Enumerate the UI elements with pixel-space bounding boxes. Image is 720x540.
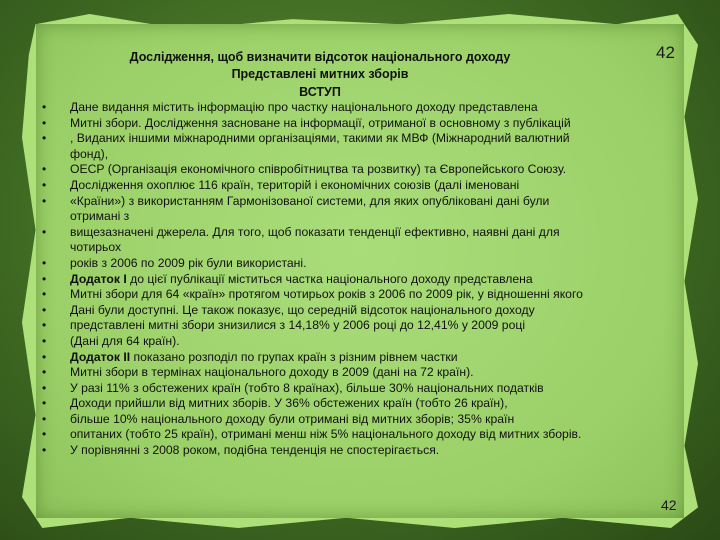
body-line bbox=[42, 318, 670, 334]
body-line bbox=[42, 427, 670, 443]
line-text: Дане видання містить інформацію про частку національного доходу представлена bbox=[70, 100, 538, 114]
body-line bbox=[42, 193, 670, 210]
bullet-dot: • bbox=[42, 411, 47, 426]
bullet-dot: • bbox=[42, 115, 47, 130]
bullet-dot: • bbox=[42, 224, 47, 239]
body-line bbox=[42, 271, 670, 288]
body-line bbox=[42, 443, 670, 459]
body-line bbox=[70, 240, 670, 256]
line-text: Митні збори для 64 «країн» протягом чотирьох років з 2006 по 2009 рік, у відношенні якого bbox=[70, 287, 583, 302]
bullet-dot: • bbox=[42, 302, 47, 317]
body-line bbox=[42, 255, 670, 272]
line-text: Митні збори. Дослідження засноване на інформації, отриманої в основному з публікацій bbox=[70, 115, 571, 130]
bullet-dot: • bbox=[42, 255, 47, 270]
line-text: більше 10% національного доходу були отримані від митних зборів; 35% країн bbox=[70, 411, 515, 426]
bullet-dot: • bbox=[42, 365, 47, 380]
line-text: (Дані для 64 країн). bbox=[70, 333, 180, 348]
bullet-dot: • bbox=[42, 380, 47, 395]
bullet-dot: • bbox=[42, 162, 47, 177]
bold-label: Додаток II bbox=[70, 349, 131, 364]
body-line bbox=[42, 302, 670, 319]
bullet-dot: • bbox=[42, 271, 47, 286]
body-line bbox=[42, 365, 670, 381]
line-text: «Країни») з використанням Гармонізованої системи, для яких опубліковані дані були bbox=[70, 193, 550, 208]
title-line-2: Представлені митних зборів bbox=[231, 67, 409, 81]
body-line bbox=[42, 396, 670, 412]
body-line bbox=[70, 209, 670, 225]
line-text: , Виданих іншими міжнародними організаціями, такими як МВФ (Міжнародний валютний bbox=[70, 131, 570, 146]
bullet-dot: • bbox=[42, 287, 47, 302]
line-text: чотирьох bbox=[70, 240, 122, 255]
line-text: представлені митні збори знизилися з 14,18% у 2006 році до 12,41% у 2009 році bbox=[70, 318, 526, 333]
body-line bbox=[42, 287, 670, 303]
line-text: показано розподіл по групах країн з різним рівнем частки bbox=[130, 349, 458, 364]
bullet-dot: • bbox=[42, 427, 47, 442]
line-text: отримані з bbox=[70, 209, 130, 224]
body-line bbox=[42, 100, 670, 116]
line-text: Доходи прийшли від митних зборів. У 36% обстежених країн (тобто 26 країн), bbox=[70, 396, 508, 411]
line-text: до цієї публікації міститься частка національного доходу представлена bbox=[126, 271, 533, 286]
body-line bbox=[42, 349, 670, 366]
title-line-1: Дослідження, щоб визначити відсоток національного доходу bbox=[129, 50, 511, 64]
line-text: Дані були доступні. Це також показує, що середній відсоток національного доходу bbox=[70, 302, 535, 317]
line-text: OECP (Організація економічного співробітництва та розвитку) та Європейського Союзу. bbox=[70, 162, 567, 177]
line-text: Дослідження охоплює 116 країн, територій і економічних союзів (далі іменовані bbox=[70, 177, 520, 192]
bullet-dot: • bbox=[42, 131, 47, 146]
body-text bbox=[42, 100, 670, 459]
slide-number-bottom: 42 bbox=[661, 497, 677, 513]
bullet-dot: • bbox=[42, 193, 47, 208]
line-text: опитаних (тобто 25 країн), отримані менш ніж 5% національного доходу від митних зборів. bbox=[70, 427, 582, 442]
body-line bbox=[42, 380, 670, 397]
line-text: фонд), bbox=[70, 146, 109, 161]
line-text: У порівнянні з 2008 роком, подібна тенденція не спостерігається. bbox=[70, 443, 440, 458]
body-line bbox=[42, 333, 670, 350]
bullet-dot: • bbox=[42, 349, 47, 364]
bullet-dot: • bbox=[42, 443, 47, 458]
body-line bbox=[70, 147, 670, 163]
body-line bbox=[42, 162, 670, 178]
body-line bbox=[42, 224, 670, 241]
line-text: вищезазначені джерела. Для того, щоб показати тенденції ефективно, наявні дані для bbox=[70, 224, 560, 239]
body-line bbox=[42, 177, 670, 194]
bullet-dot: • bbox=[42, 333, 47, 348]
line-text: років з 2006 по 2009 рік були використані. bbox=[70, 255, 307, 270]
line-text: У разі 11% з обстежених країн (тобто 8 країнах), більше 30% національних податків bbox=[70, 380, 544, 395]
body-line bbox=[42, 131, 670, 147]
bullet-dot: • bbox=[42, 318, 47, 333]
bullet-dot: • bbox=[42, 100, 47, 114]
line-text: Митні збори в термінах національного доходу в 2009 (дані на 72 країн). bbox=[70, 365, 474, 380]
body-line bbox=[42, 411, 670, 428]
bold-label: Додаток I bbox=[70, 271, 127, 286]
bullet-dot: • bbox=[42, 177, 47, 192]
slide-number-top: 42 bbox=[656, 43, 675, 62]
title-line-3: ВСТУП bbox=[299, 85, 341, 99]
bullet-dot: • bbox=[42, 396, 47, 411]
body-line bbox=[42, 115, 670, 132]
